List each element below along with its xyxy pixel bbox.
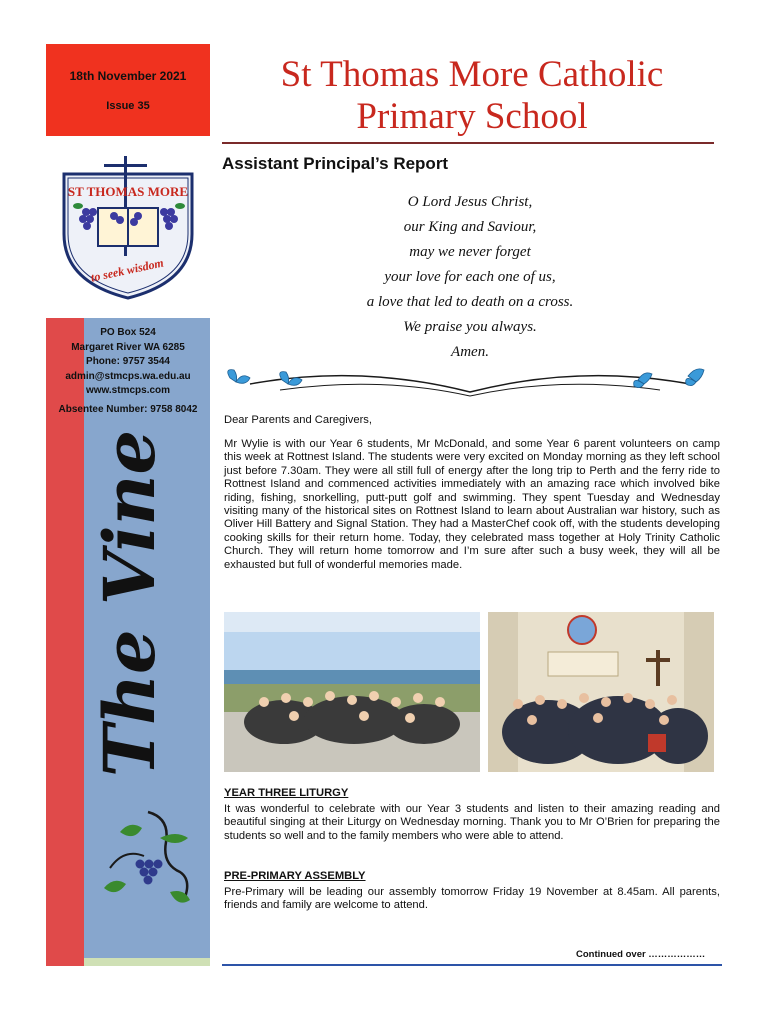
phone: Phone: 9757 3544 xyxy=(86,356,170,367)
issue-box xyxy=(46,44,210,136)
continued-over-note: Continued over ……………… xyxy=(576,949,706,960)
prayer-line: may we never forget xyxy=(409,244,531,260)
crest-motto-text: to seek wisdom xyxy=(89,255,165,285)
green-strip xyxy=(84,958,210,966)
prayer xyxy=(300,190,640,365)
absentee-number: Absentee Number: 9758 8042 xyxy=(58,404,198,415)
prayer-line: Amen. xyxy=(451,344,489,360)
butterfly-divider-icon xyxy=(220,362,720,402)
crest-name-text: ST THOMAS MORE xyxy=(67,184,189,199)
school-crest-logo xyxy=(56,156,200,302)
website-link[interactable]: www.stmcps.com xyxy=(85,385,171,396)
section-heading-liturgy: YEAR THREE LITURGY xyxy=(224,787,349,799)
report-heading: Assistant Principal’s Report xyxy=(222,154,449,173)
prayer-line: a love that led to death on a cross. xyxy=(366,294,574,310)
red-strip xyxy=(46,318,84,966)
address: Margaret River WA 6285 xyxy=(71,341,185,353)
section-text-assembly: Pre-Primary will be leading our assembly tomorrow Friday 19 November at 8.45am. All parents, friends and family are welcome to attend. xyxy=(224,886,720,912)
contact-block xyxy=(46,326,210,399)
section-heading-assembly: PRE-PRIMARY ASSEMBLY xyxy=(224,870,366,882)
prayer-line: your love for each one of us, xyxy=(384,269,556,285)
church-group-photo xyxy=(488,612,714,772)
school-name: St Thomas More Catholic Primary School xyxy=(280,54,664,137)
camp-group-photo xyxy=(224,612,480,772)
grapevine-icon xyxy=(100,808,196,918)
header-divider xyxy=(222,142,714,144)
po-box: PO Box 524 xyxy=(100,327,156,338)
section-text-liturgy: It was wonderful to celebrate with our Year 3 students and listen to their amazing reading and beautiful singing at their Liturgy on Wednesday morning. Thank you to Mr O’Brien for preparing the students so well and to the family members who were able to attend. xyxy=(224,803,720,842)
footer-divider xyxy=(222,964,722,966)
email-link[interactable]: admin@stmcps.wa.edu.au xyxy=(65,370,191,382)
greeting: Dear Parents and Caregivers, xyxy=(224,414,372,426)
prayer-line: O Lord Jesus Christ, xyxy=(407,194,533,210)
issue-date: 18th November 2021 xyxy=(69,69,187,83)
prayer-line: our King and Saviour, xyxy=(403,219,537,235)
prayer-line: We praise you always. xyxy=(403,319,537,335)
issue-number: Issue 35 xyxy=(106,100,150,112)
newsletter-title: The Vine xyxy=(88,430,171,777)
report-paragraph: Mr Wylie is with our Year 6 students, Mr McDonald, and some Year 6 parent volunteers on camp this week at Rottnest Island. The students were very excited on Monday morning as they left school just before 7.30am. They were all still full of energy after the long trip to Perth and the ferry ride to Rottnest Island and commenced activities immediately with an amazing race which involved bike riding, fishing, snorkelling, putt-putt golf and swimming. They spent Tuesday and Wednesday visiting many of the historical sites on Rottnest Island to learn about Australian war history, such as Oliver Hill Battery and Signal Station. They had a MasterChef cook off, with the students developing cooking skills for their return home. Today, they celebrated mass together at Holy Trinity Catholic Church. They will return home tomorrow and I’m sure after such a busy week, they will all be exhausted but full of wonderful memories made. xyxy=(224,438,720,571)
